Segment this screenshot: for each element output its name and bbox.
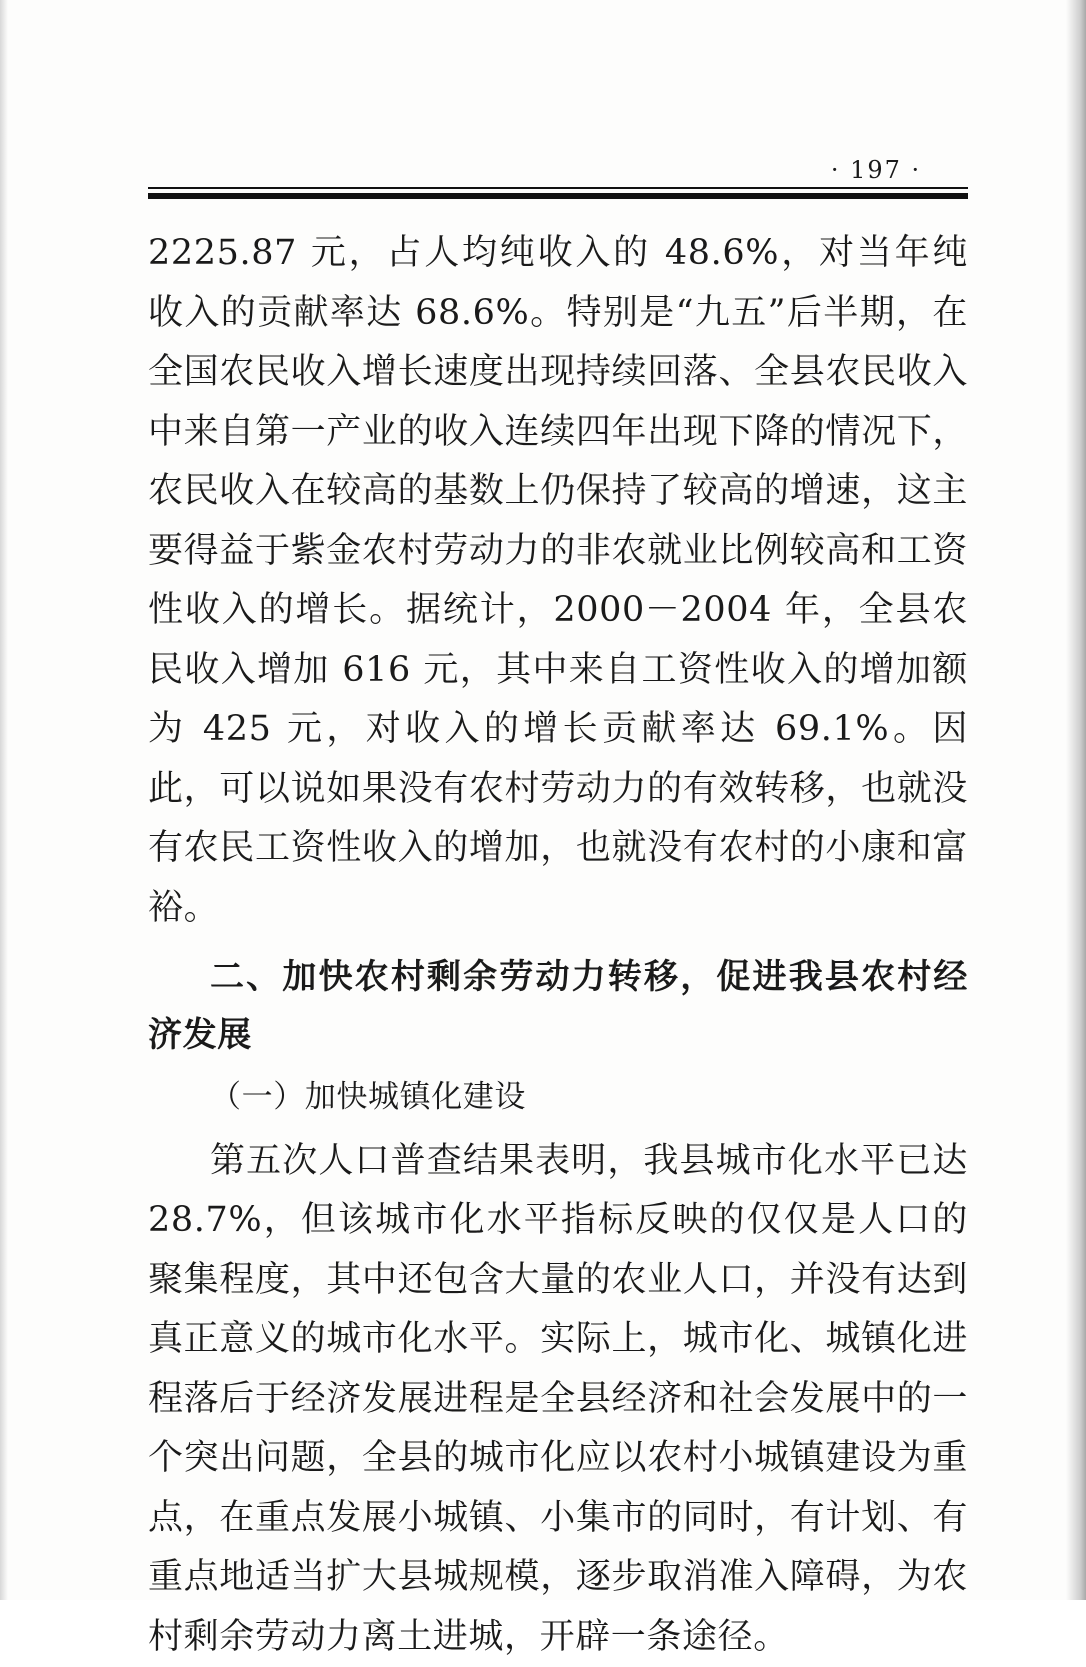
page-number: · 197 ·	[816, 156, 936, 184]
paragraph-continued: 2225.87 元，占人均纯收入的 48.6%，对当年纯收入的贡献率达 68.6%。特别是“九五”后半期，在全国农民收入增长速度出现持续回落、全县农民收入中来自第一产业的收入连续四年出现下降的情况下，农民收入在较高的基数上仍保持了较高的增速，这主要得益于紫金农村劳动力的非农就业比例较高和工资性收入的增长。据统计，2000－2004 年，全县农民收入增加 616 元，其中来自工资性收入的增加额为 425 元，对收入的增长贡献率达 69.1%。因此，可以说如果没有农村劳动力的有效转移，也就没有农民工资性收入的增加，也就没有农村的小康和富裕。	[148, 224, 968, 938]
section-heading: 二、加快农村剩余劳动力转移，促进我县农村经济发展	[148, 948, 968, 1064]
header-rule-thin	[148, 187, 968, 189]
body-text	[148, 224, 968, 1667]
header-rule-thick	[148, 193, 968, 199]
subsection-heading: （一）加快城镇化建设	[148, 1068, 968, 1128]
page-right-edge	[1066, 0, 1086, 1600]
paragraph-urbanization: 第五次人口普查结果表明，我县城市化水平已达 28.7%，但该城市化水平指标反映的仅仅是人口的聚集程度，其中还包含大量的农业人口，并没有达到真正意义的城市化水平。实际上，城市化、城镇化进程落后于经济发展进程是全县经济和社会发展中的一个突出问题，全县的城市化应以农村小城镇建设为重点，在重点发展小城镇、小集市的同时，有计划、有重点地适当扩大县城规模，逐步取消准入障碍，为农村剩余劳动力离土进城，开辟一条途径。	[148, 1132, 968, 1667]
page-left-edge	[0, 0, 8, 1600]
